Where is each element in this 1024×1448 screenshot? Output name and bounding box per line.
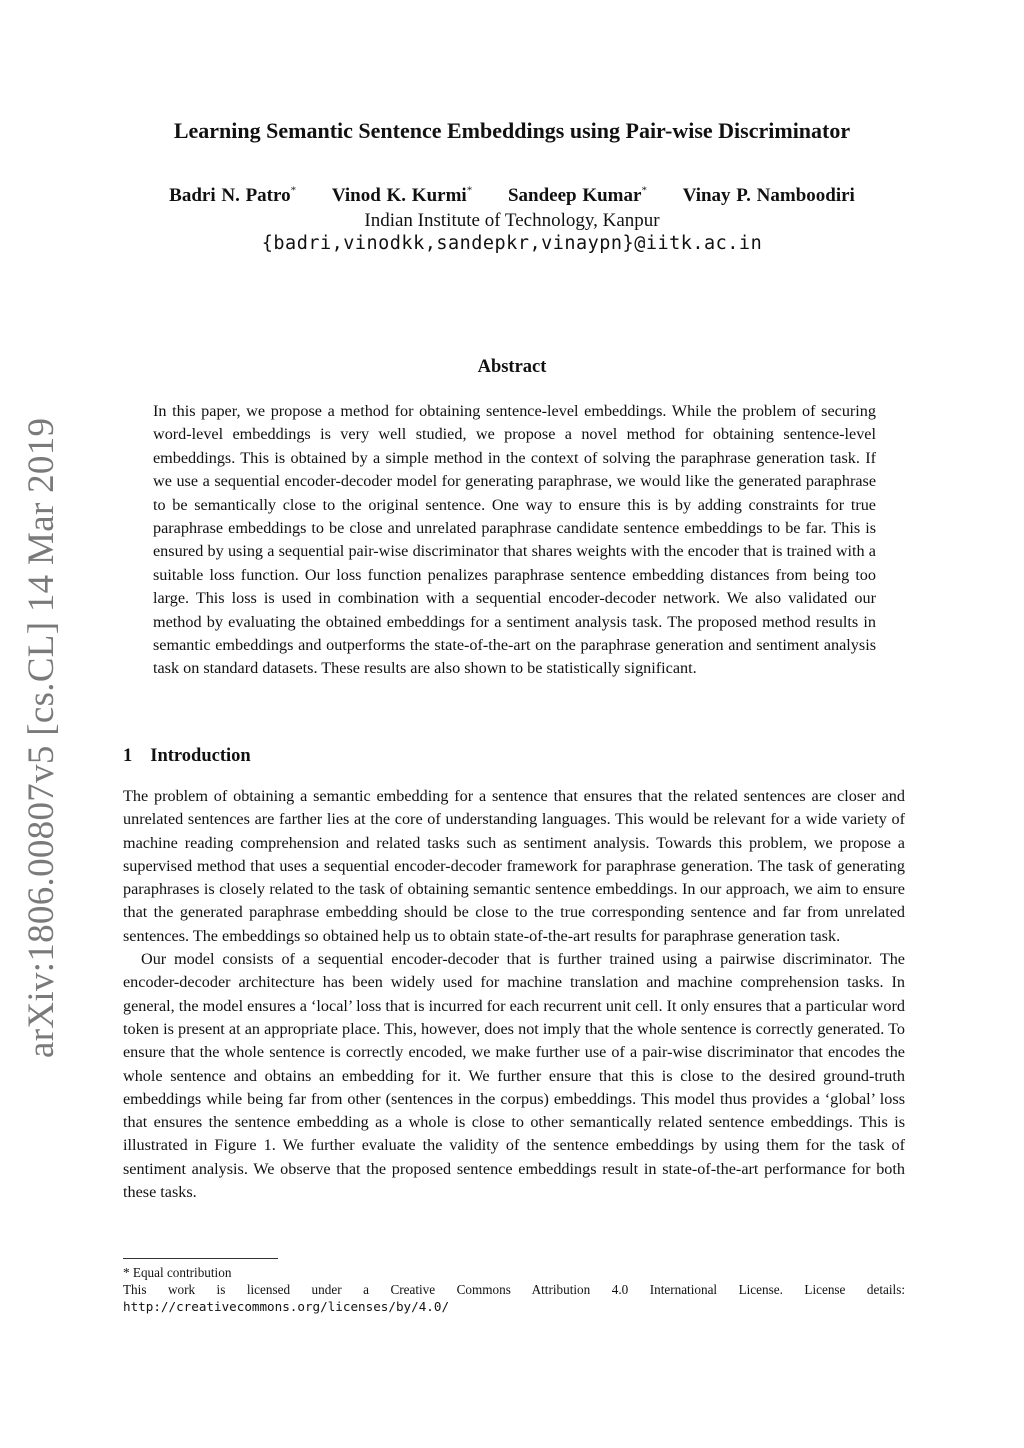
footnote-license [123, 1281, 905, 1315]
equal-contribution-mark: * [641, 185, 647, 197]
author-name: Badri N. Patro [169, 185, 291, 207]
license-text: This work is licensed under a Creative Commons Attribution 4.0 International License. License details: [123, 1282, 905, 1297]
equal-contribution-mark: * [466, 185, 473, 197]
license-url-link[interactable]: http://creativecommons.org/licenses/by/4.0/ [123, 1299, 450, 1314]
paper-title: Learning Semantic Sentence Embeddings using Pair-wise Discriminator [173, 118, 851, 143]
author-list [0, 185, 1024, 207]
section-number: 1 [123, 746, 133, 766]
author-4 [683, 185, 855, 206]
author-2 [332, 185, 472, 206]
author-name: Vinod K. Kurmi [331, 185, 467, 207]
intro-paragraph-2: Our model consists of a sequential encoder-decoder that is further trained using a pairwise discriminator. The encoder-decoder architecture has been widely used for machine translation and machine comprehension tasks. In general, the model ensures a ‘local’ loss that is incurred for each recurrent unit cell. It only ensures that a particular word token is present at an appropriate place. This, however, does not imply that the whole sentence is correctly generated. To ensure that the whole sentence is correctly encoded, we make further use of a pair-wise discriminator that encodes the whole sentence and obtains an embedding for it. We further ensure that this is close to the desired ground-truth embeddings while being far from other (sentences in the corpus) embeddings. This model thus provides a ‘global’ loss that ensures the sentence embedding as a whole is close to other semantically related sentence embeddings. This is illustrated in Figure 1. We further evaluate the validity of the sentence embeddings by using them for the task of sentiment analysis. We observe that the proposed sentence embeddings result in state-of-the-art performance for both these tasks. [123, 950, 905, 1202]
author-1 [169, 185, 296, 206]
footnote-divider [123, 1258, 278, 1259]
author-name: Sandeep Kumar [507, 185, 642, 207]
footnotes [123, 1264, 905, 1315]
author-3 [508, 185, 647, 206]
intro-paragraph-1: The problem of obtaining a semantic embedding for a sentence that ensures that the related sentences are closer and unrelated sentences are farther lies at the core of understanding languages. This would be relevant for a wide variety of machine reading comprehension and related tasks such as sentiment analysis. Towards this problem, we propose a supervised method that uses a sequential encoder-decoder framework for paraphrase generation. The task of generating paraphrases is closely related to the task of obtaining semantic sentence embeddings. In our approach, we aim to ensure that the generated paraphrase embedding should be close to the true corresponding sentence and far from unrelated sentences. The embeddings so obtained help us to obtain state-of-the-art results for paraphrase generation task. [123, 787, 905, 945]
abstract-heading: Abstract [477, 357, 547, 377]
author-emails: {badri,vinodkk,sandepkr,vinaypn}@iitk.ac.in [261, 233, 763, 254]
author-name: Vinay P. Namboodiri [682, 185, 855, 207]
section-title: Introduction [150, 746, 251, 766]
arxiv-identifier: arXiv:1806.00807v5 [cs.CL] 14 Mar 2019 [21, 417, 62, 1058]
equal-contribution-mark: * [290, 185, 297, 197]
introduction-body [123, 785, 905, 1204]
affiliation: Indian Institute of Technology, Kanpur [364, 210, 660, 231]
section-heading-introduction [123, 746, 251, 767]
footnote-equal-contribution: * Equal contribution [123, 1265, 232, 1280]
abstract-text: In this paper, we propose a method for obtaining sentence-level embeddings. While the problem of securing word-level embeddings is very well studied, we propose a novel method for obtaining sentence-level embeddings. This is obtained by a simple method in the context of solving the paraphrase generation task. If we use a sequential encoder-decoder model for generating paraphrase, we would like the generated paraphrase to be semantically close to the original sentence. One way to ensure this is by adding constraints for true paraphrase embeddings to be close and unrelated paraphrase candidate sentence embeddings to be far. This is ensured by using a sequential pair-wise discriminator that shares weights with the encoder that is trained with a suitable loss function. Our loss function penalizes paraphrase sentence embedding distances from being too large. This loss is used in combination with a sequential encoder-decoder network. We also validated our method by evaluating the obtained embeddings for a sentiment analysis task. The proposed method results in semantic embeddings and outperforms the state-of-the-art on the paraphrase generation and sentiment analysis task on standard datasets. These results are also shown to be statistically significant. [153, 402, 876, 678]
